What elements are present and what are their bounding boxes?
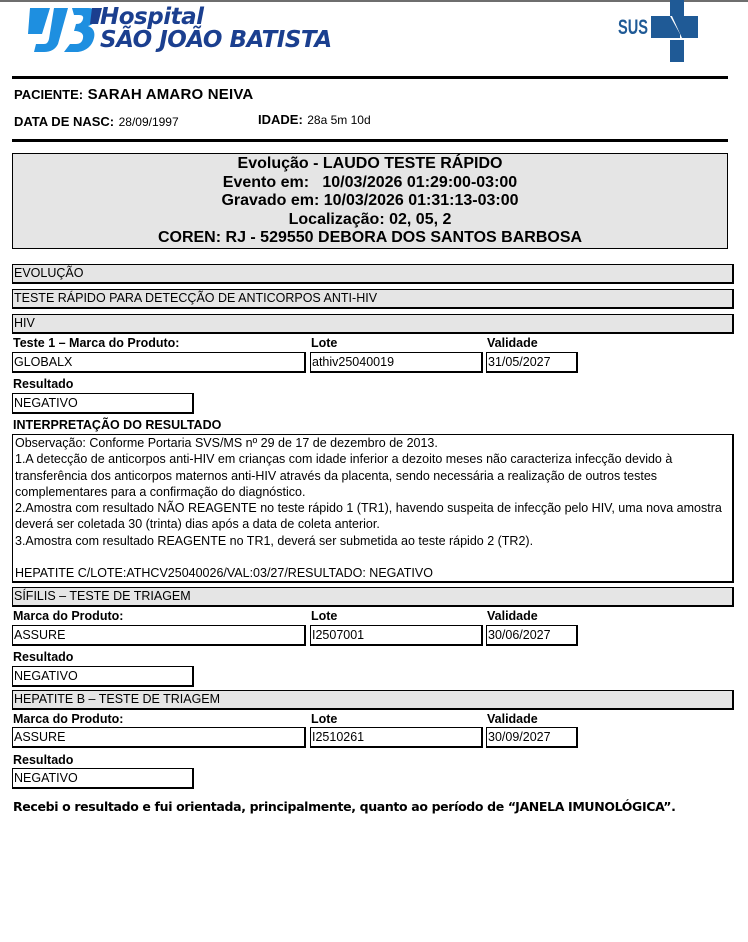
interpretation-box: [12, 434, 734, 583]
hospital-emblem-icon: [24, 4, 102, 54]
patient-dob-row: [14, 113, 179, 131]
hepatitis-b-validity-label: Validade: [487, 712, 538, 726]
hepatitis-b-validity-field: 30/09/2027: [486, 727, 578, 748]
hospital-logo: [24, 4, 354, 56]
sus-logo-text: SUS: [618, 16, 648, 39]
report-coren: COREN: RJ - 529550 DEBORA DOS SANTOS BARBOSA: [157, 229, 583, 246]
hiv-result-label: Resultado: [13, 377, 74, 391]
hepatitis-b-brand-label: Marca do Produto:: [13, 712, 124, 726]
syphilis-validity-field: 30/06/2027: [486, 625, 578, 646]
section-evolution: EVOLUÇÃO: [12, 264, 734, 284]
interpretation-heading: INTERPRETAÇÃO DO RESULTADO: [13, 418, 222, 432]
hepatitis-b-lot-field: I2510261: [310, 727, 483, 748]
patient-name-row: [14, 86, 253, 104]
patient-age: 28a 5m 10d: [307, 113, 371, 127]
hiv-validity-label: Validade: [487, 336, 538, 350]
report-event-time: Evento em: 10/03/2026 01:29:00-03:00: [222, 173, 518, 191]
hiv-lot-label: Lote: [311, 336, 338, 350]
report-title: Evolução - LAUDO TESTE RÁPIDO: [237, 155, 503, 172]
sus-logo-icon: [618, 0, 700, 62]
syphilis-validity-label: Validade: [487, 609, 538, 623]
patient-acknowledgement: Recebi o resultado e fui orientada, principalmente, quanto ao período de “JANELA IMUNOLÓGICA”.: [13, 799, 676, 814]
section-hepatitis-b: HEPATITE B – TESTE DE TRIAGEM: [12, 690, 734, 710]
hiv-brand-label: Teste 1 – Marca do Produto:: [13, 336, 180, 350]
syphilis-lot-label: Lote: [311, 609, 338, 623]
syphilis-brand-field: ASSURE: [12, 625, 306, 646]
patient-name-label: PACIENTE:: [14, 87, 84, 102]
hiv-validity-field: 31/05/2027: [486, 352, 578, 373]
hepatitis-b-result-field: NEGATIVO: [12, 768, 194, 789]
patient-dob: 28/09/1997: [118, 115, 179, 129]
interpretation-line-1: 1.A detecção de anticorpos anti-HIV em crianças com idade inferior a dezoito meses não caracteriza infecção devido à transferência dos anticorpos maternos anti-HIV através da placenta, sendo necessária a realização de outros testes complementares para a confirmação do diagnóstico.: [15, 452, 673, 499]
patient-age-row: [258, 111, 371, 129]
patient-name: SARAH AMARO NEIVA: [87, 86, 254, 103]
interpretation-line-observation: Observação: Conforme Portaria SVS/MS nº 29 de 17 de dezembro de 2013.: [15, 436, 438, 450]
interpretation-line-2: 2.Amostra com resultado NÃO REAGENTE no teste rápido 1 (TR1), havendo suspeita de infecção pelo HIV, uma nova amostra deverá ser coletada 30 (trinta) dias após a data de coleta anterior.: [15, 501, 722, 532]
hepatitis-c-result: HEPATITE C/LOTE:ATHCV25040026/VAL:03/27/RESULTADO: NEGATIVO: [15, 566, 433, 581]
patient-divider: [12, 139, 728, 142]
section-syphilis: SÍFILIS – TESTE DE TRIAGEM: [12, 587, 734, 607]
patient-age-label: IDADE:: [258, 112, 303, 127]
interpretation-spacer: [15, 549, 730, 565]
syphilis-brand-label: Marca do Produto:: [13, 609, 124, 623]
section-test-title: TESTE RÁPIDO PARA DETECÇÃO DE ANTICORPOS ANTI-HIV: [12, 289, 734, 309]
hiv-lot-field: athiv25040019: [310, 352, 483, 373]
hiv-result-field: NEGATIVO: [12, 393, 194, 414]
hiv-brand-field: GLOBALX: [12, 352, 306, 373]
interpretation-line-3: 3.Amostra com resultado REAGENTE no TR1, deverá ser submetida ao teste rápido 2 (TR2).: [15, 533, 534, 548]
syphilis-result-label: Resultado: [13, 650, 74, 664]
syphilis-result-field: NEGATIVO: [12, 666, 194, 687]
report-location: Localização: 02, 05, 2: [288, 210, 452, 228]
section-hiv: HIV: [12, 314, 734, 334]
syphilis-lot-field: I2507001: [310, 625, 483, 646]
hospital-name-line2: SÃO JOÃO BATISTA: [100, 27, 332, 53]
hospital-name-line1: Hospital: [100, 4, 204, 30]
hepatitis-b-brand-field: ASSURE: [12, 727, 306, 748]
hepatitis-b-result-label: Resultado: [13, 753, 74, 767]
report-header-box: [12, 153, 728, 249]
header-divider: [12, 76, 728, 79]
report-recorded-time: Gravado em: 10/03/2026 01:31:13-03:00: [221, 192, 519, 209]
patient-dob-label: DATA DE NASC:: [14, 114, 115, 129]
hepatitis-b-lot-label: Lote: [311, 712, 338, 726]
